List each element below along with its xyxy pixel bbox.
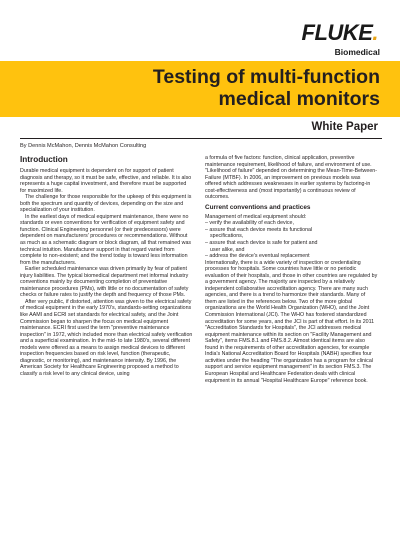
paragraph: The challenge for those responsible for the upkeep of this equipment is both the spectrum and quantity of devices, depending on the size and specialization of your institution. bbox=[20, 194, 192, 214]
right-column bbox=[205, 155, 378, 384]
page-title bbox=[40, 66, 380, 110]
section-heading-introduction: Introduction bbox=[20, 155, 68, 164]
list-intro: Management of medical equipment should: bbox=[205, 213, 307, 220]
logo-dot: . bbox=[372, 20, 378, 45]
paragraph: Durable medical equipment is dependent on for support of patient diagnosis and therapy, so it must be safe, effective, and reliable. It is also represents a huge capital investment, and therefore must be supported for maximized life. bbox=[20, 168, 192, 194]
paragraph: Earlier scheduled maintenance was driven primarily by fear of patient injury liabilities. The typical biomedical department met informal industry conventions mainly by documenting completion of preventative maintenance procedures (PMs), with little or no documentation of safety checks or failure rates to justify the depth and frequency of those PMs. bbox=[20, 266, 189, 299]
paragraph: Internationally, there is a wide variety of inspection or credentialing processes for hospitals. Some countries have little or no periodic evaluation of their hospitals, and those in other countries are regulated by a government agency. The majority are inspected by a relatively independent collaborative accreditation agency. There are many such agencies, and there is a trend to harmonize their standards. Many of them are listed in the references below. Two of the more global organizations are the World Health Organization (WHO), and the Joint Commission International (JCI). The WHO has fostered standardized accreditation for some years, and the JCI is part of that effort. In its 2011 "Accreditation Standards for Hospitals", the JCI addresses medical equipment maintenance within its section on "Facility Management and Safety", items FMS.8.1 and FMS.8.2. Almost identical items are also found in the requirements of other accreditation agencies, for example India's National Accreditation Board for Hospitals (NABH) specifies four activities under the heading "The organization has a program for clinical support and service equipment management" in its section FMS.3. The European Hospital and Healthcare Federation deals with clinical equipment in its annual "Hospital Healthcare Europe" reference book. bbox=[205, 259, 378, 384]
list-item: user alike, and bbox=[210, 246, 245, 253]
header-divider bbox=[20, 138, 382, 139]
management-list bbox=[205, 220, 378, 259]
document-type: White Paper bbox=[311, 121, 378, 133]
list-item: – assure that each device meets its functional bbox=[205, 226, 313, 233]
paragraph: After very public, if distorted, attention was given to the electrical safety of medical equipment in the early 1970's, standards-setting organizations like AAMI and ECRI set standards for electrical safety, and the Joint Commission began to sharpen the focus on medical equipment maintenance. ECRI first used the term "preventive maintenance inspection" in 1972, which included more than electrical safety verification and a superficial examination. In the mid- to late 1980's, several different models were offered as a means to assign medical devices to different inspection frequencies based on risk level, function (therapeutic, diagnostic, or monitoring), and maintenance intensity. By 1996, the American Society for Healthcare Engineering proposed a method to classify a risk level to any clinical device, using bbox=[20, 298, 193, 377]
list-item: specifications, bbox=[210, 233, 244, 240]
division-label: Biomedical bbox=[334, 47, 380, 57]
title-line-2: medical monitors bbox=[218, 88, 380, 110]
title-line-1: Testing of multi-function bbox=[152, 66, 380, 88]
fluke-logo bbox=[302, 20, 378, 46]
logo-text: FLUKE bbox=[301, 20, 373, 45]
byline: By Dennis McMahon, Dennis McMahon Consulting bbox=[20, 143, 147, 149]
paragraph: In the earliest days of medical equipment maintenance, there were no standards or even conventions for verification of equipment safety and function. Clinical Engineering personnel (or their predecessors) were dependent on manufacturers' procedures or recommendations. Without as much as a schematic diagram or block diagram, all that remained was technical intuition. Manufacturer support in that regard varied from complete to non-existent; and the trend today is toward less information from the manufacturers. bbox=[20, 213, 192, 266]
list-item: – assure that each device is safe for patient and bbox=[205, 240, 318, 247]
left-column bbox=[20, 155, 193, 378]
brand-header bbox=[0, 0, 400, 58]
section-heading-conventions: Current conventions and practices bbox=[205, 203, 311, 211]
list-item: – address the device's eventual replacement bbox=[205, 253, 310, 260]
paragraph: a formula of five factors: function, clinical application, preventive maintenance requirement, likelihood of failure, and environment of use. "Likelihood of failure" depended on determining the Mean-Time-Between-Failure (MTBF). In 2006, an improvement on previous models was offered which addresses weaknesses in earlier systems by factoring-in cost-effectiveness and (most importantly) a continuous review of outcomes. bbox=[205, 155, 377, 201]
list-item: – verify the availability of each device, bbox=[205, 220, 294, 227]
